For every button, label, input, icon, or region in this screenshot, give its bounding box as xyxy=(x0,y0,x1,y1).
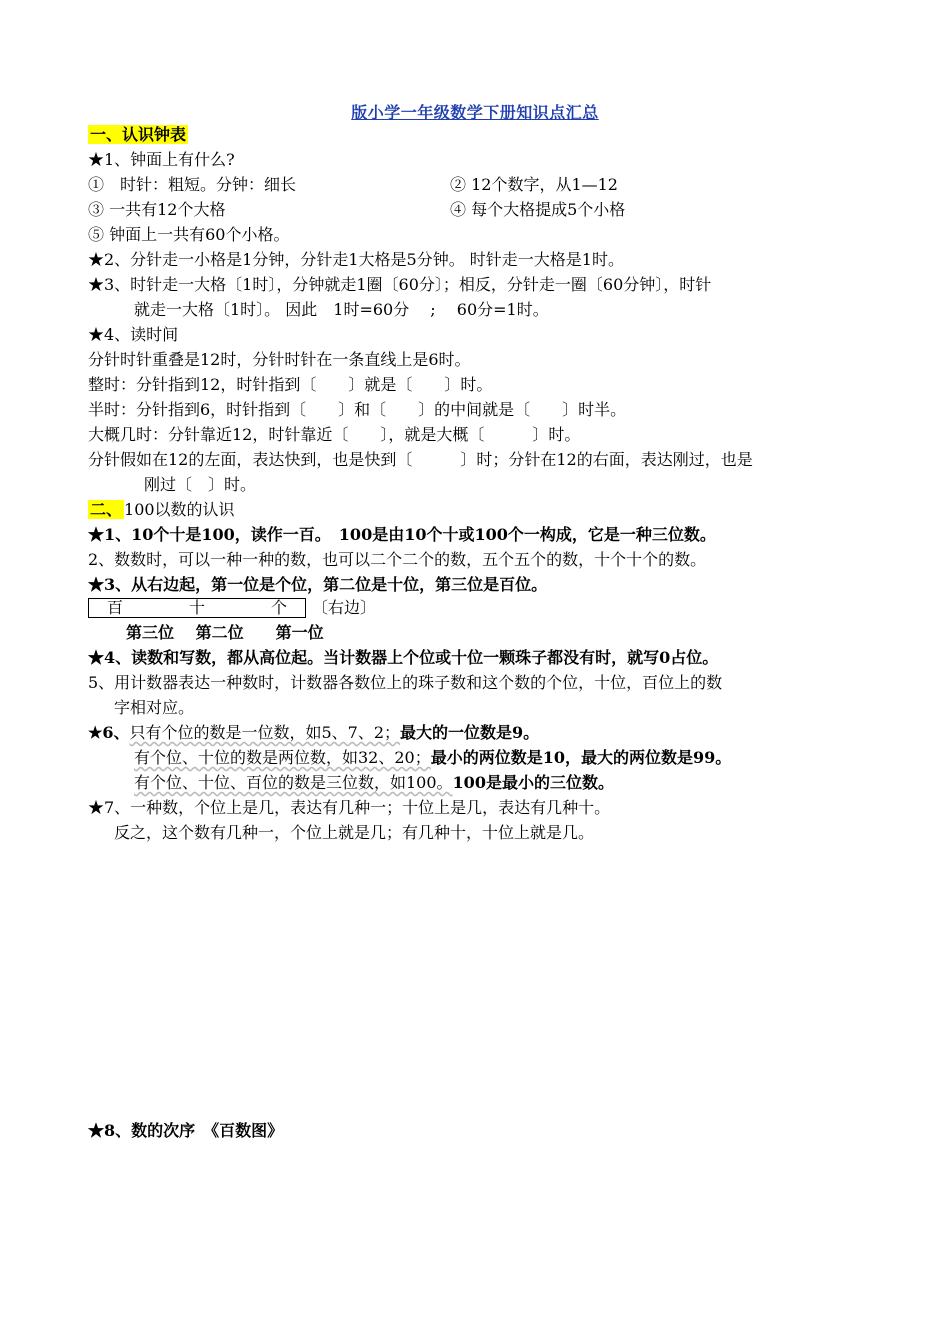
s2-q6b-plain: 有个位、十位的数是两位数，如32、20； xyxy=(134,748,431,767)
place-note: 〔右边〕 xyxy=(312,598,377,617)
s2-q6-line1 xyxy=(88,722,539,744)
section1-heading: 一、认识钟表 xyxy=(90,125,187,144)
s1-q3-line1: ★3、时针走一大格〔1时〕，分钟就走1圈〔60分〕；相反，分针走一圈〔60分钟〕，时针 xyxy=(88,275,712,294)
s1-items-row2 xyxy=(88,199,868,221)
s2-q6-prefix: ★6、 xyxy=(88,723,130,742)
place-ones: 个 xyxy=(271,598,288,617)
s1-q3-line2: 就走一大格〔1时〕。 因此 1时=60分 ; 60分=1时。 xyxy=(134,300,549,319)
s1-read4: 大概几时：分针靠近12，时针靠近〔 〕，就是大概〔 〕时。 xyxy=(88,425,581,444)
s1-item5: ⑤ 钟面上一共有60个小格。 xyxy=(88,225,290,244)
place-value-box xyxy=(88,598,306,618)
place-hundreds: 百 xyxy=(107,598,124,617)
s1-q2: ★2、分针走一小格是1分钟，分针走1大格是5分钟。 时针走一大格是1时。 xyxy=(88,250,624,269)
s1-q1: ★1、钟面上有什么? xyxy=(88,150,235,169)
s1-read3: 半时：分针指到6，时针指到〔 〕和〔 〕的中间就是〔 〕时半。 xyxy=(88,400,627,419)
s2-q3: ★3、从右边起，第一位是个位，第二位是十位，第三位是百位。 xyxy=(88,575,548,594)
s2-q4: ★4、读数和写数，都从高位起。当计数器上个位或十位一颗珠子都没有时，就写0占位。 xyxy=(88,648,719,667)
s1-items-row1 xyxy=(88,174,868,196)
s1-read2: 整时：分针指到12，时针指到〔 〕就是〔 〕时。 xyxy=(88,375,493,394)
s2-q6-plain: 只有个位的数是一位数，如5、7、2； xyxy=(129,723,401,742)
place-positions: 第三位 第二位 第一位 xyxy=(126,623,324,642)
s2-q8: ★8、数的次序 《百数图》 xyxy=(88,1121,284,1140)
s2-q2: 2、数数时，可以一种一种的数，也可以二个二个的数，五个五个的数，十个十个的数。 xyxy=(88,550,707,569)
s2-q7-line2: 反之，这个数有几种一，个位上就是几；有几种十，十位上就是几。 xyxy=(114,823,595,842)
s2-q5-line1: 5、用计数器表达一种数时，计数器各数位上的珠子数和这个数的个位，十位，百位上的数 xyxy=(88,673,723,692)
s2-q1: ★1、10个十是100，读作一百。 100是由10个十或100个一构成，它是一种三位数。 xyxy=(88,525,716,544)
s1-item3: ③ 一共有12个大格 xyxy=(88,200,226,219)
s2-q6c-bold: 100是最小的三位数。 xyxy=(452,773,614,792)
place-tens: 十 xyxy=(189,598,206,617)
page-title: 版小学一年级数学下册知识点汇总 xyxy=(351,103,599,122)
s1-read5-line1: 分针假如在12的左面，表达快到，也是快到〔 〕时；分针在12的右面，表达刚过，也是 xyxy=(88,450,753,469)
s2-q6-line3 xyxy=(134,772,614,794)
section1-heading-line xyxy=(88,124,188,146)
s1-read5-line2: 刚过〔 〕时。 xyxy=(144,475,257,494)
s2-q6c-plain: 有个位、十位、百位的数是三位数，如100。 xyxy=(134,773,453,792)
s1-read1: 分针时针重叠是12时，分针时针在一条直线上是6时。 xyxy=(88,350,471,369)
section2-heading-line xyxy=(88,499,235,521)
section2-heading: 二、 xyxy=(90,500,123,519)
s1-item2: ② 12个数字，从1—12 xyxy=(450,175,618,194)
s2-q5-line2: 字相对应。 xyxy=(114,698,195,717)
s1-item1: ① 时针：粗短。分钟：细长 xyxy=(88,175,297,194)
s1-item4: ④ 每个大格提成5个小格 xyxy=(450,200,626,219)
s1-q4: ★4、读时间 xyxy=(88,325,179,344)
s2-q6-bold: 最大的一位数是9。 xyxy=(400,723,540,742)
s2-q6b-bold: 最小的两位数是10，最大的两位数是99。 xyxy=(430,748,732,767)
section2-heading-rest: 100以数的认识 xyxy=(124,500,235,519)
s2-q7-line1: ★7、一种数，个位上是几，表达有几种一；十位上是几，表达有几种十。 xyxy=(88,798,611,817)
s2-q6-line2 xyxy=(134,747,731,769)
